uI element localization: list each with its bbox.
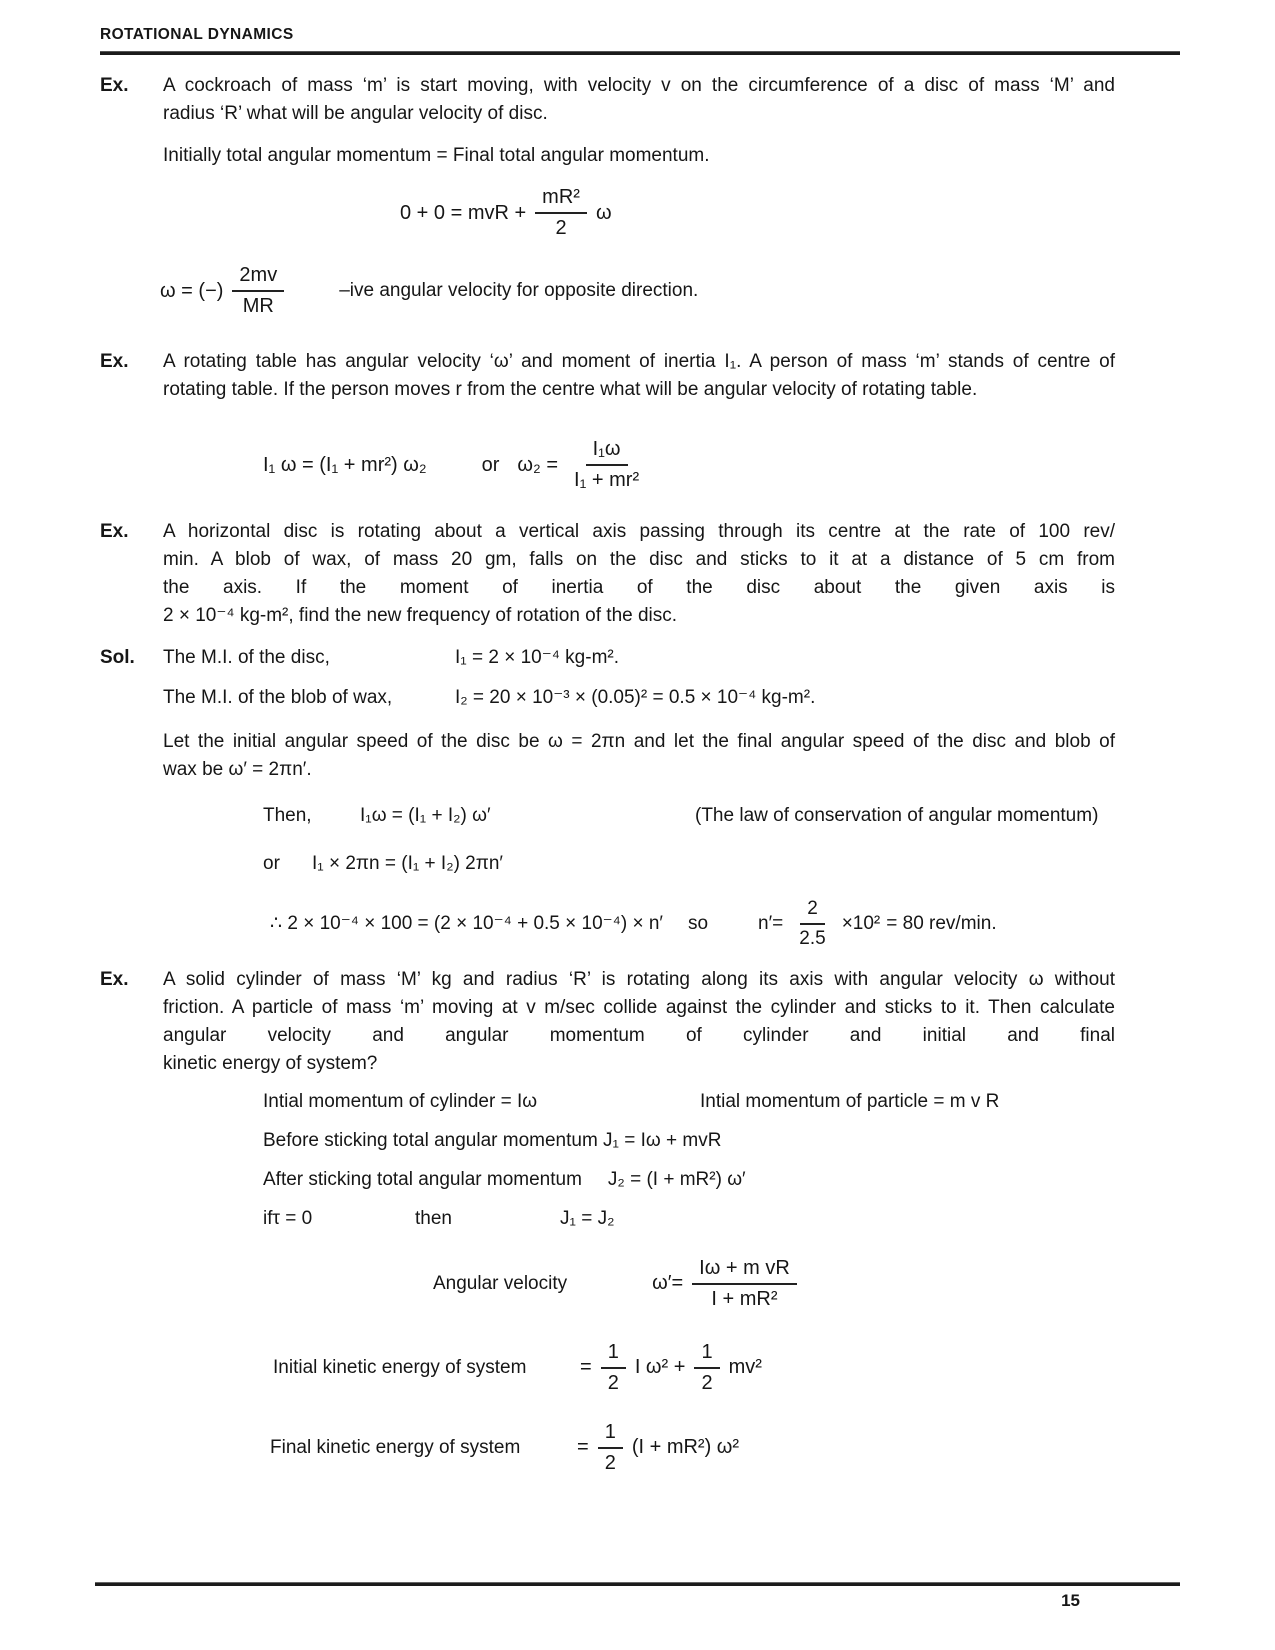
or-word: or [481,453,500,476]
page-number: 15 [1061,1591,1080,1610]
solution-label: Sol. [100,647,135,668]
torque-zero-line [263,1205,1180,1233]
final-kinetic-energy-line [270,1421,1180,1475]
angular-velocity-label: Angular velocity [433,1272,568,1294]
after-sticking-line [263,1166,1180,1194]
page-footer [95,1582,1180,1611]
j-equality: J₁ = J₂ [560,1207,615,1229]
text-line: friction. A particle of mass ‘m’ moving at v m/sec collide against the cylinder and sticks to it. Then calculate [163,996,1115,1018]
example-label: Ex. [100,351,129,372]
solution-description: The M.I. of the blob of wax, [163,687,393,708]
text-line: A horizontal disc is rotating about a vertical axis passing through its centre at the rate of 100 rev/ [163,521,1115,542]
fraction-denominator: 2.5 [799,927,826,949]
final-ke-label: Final kinetic energy of system [270,1436,521,1458]
fraction-denominator: 2 [555,217,567,239]
fraction-one-half [598,1421,623,1475]
header-divider [100,51,1180,55]
equation-lhs: ω = (−) [160,279,224,302]
example-wax-disc-block [100,518,1180,630]
or-word: or [263,853,280,874]
fraction-numerator: 1 [598,1421,623,1449]
fraction-numerator: 2 [800,898,825,925]
fraction-numerator: Iω + m vR [692,1257,797,1285]
text-line: kinetic energy of system? [163,1052,378,1074]
fraction-2mv-over-mr [232,264,284,318]
example-text [163,348,1115,404]
text-line: A solid cylinder of mass ‘M’ kg and radius ‘R’ is rotating along its axis with angular velocity ω without [163,968,1115,990]
text-line: the axis. If the moment of inertia of the disc about the given axis is [163,577,1115,598]
if-tau-zero: ifτ = 0 [263,1207,313,1229]
example-text [163,518,1115,630]
then-equation-line [263,802,1180,830]
angular-velocity-line [263,1257,1180,1311]
final-ke-equation [577,1421,739,1475]
solution-block [100,644,1180,672]
text-line: rotating table. If the person moves r from the centre what will be angular velocity of rotating table. [163,379,978,400]
initial-momentum-line [263,1088,1180,1116]
equation-pre: ω₂ = [517,453,559,476]
initial-kinetic-energy-line [273,1341,1180,1395]
after-sticking-text: After sticking total angular momentum [263,1168,582,1190]
equation-lhs: 0 + 0 = mvR + [400,201,527,224]
then-word: Then, [263,805,312,826]
solution-line-disc-mi [163,644,619,672]
ke-end-term: (I + mR²) ω² [631,1436,740,1459]
n-prime-pre: n′= [758,912,784,934]
fraction-numerator: 2mv [232,264,284,292]
text-line: Let the initial angular speed of the disc be ω = 2πn and let the final angular speed of the disc and blob of [163,731,1115,752]
equals-sign: = [580,1356,592,1379]
text-line: A rotating table has angular velocity ‘ω’ and moment of inertia I₁. A person of mass ‘m’ stands of centre of [163,351,1115,372]
fraction-denominator: 2 [701,1371,713,1394]
initial-ke-equation [580,1341,762,1395]
fraction-denominator: I + mR² [711,1287,778,1310]
text-line: A cockroach of mass ‘m’ is start moving, with velocity v on the circumference of a disc of mass ‘M’ and [163,75,1115,96]
fraction-2-over-2p5 [792,898,832,950]
fraction-denominator: 2 [604,1451,616,1474]
before-sticking-line [263,1127,1180,1155]
example-label: Ex. [100,75,129,96]
momentum-conservation-statement: Initially total angular momentum = Final total angular momentum. [163,145,710,166]
solution-line-wax-mi [163,684,815,712]
fraction-one-half [694,1341,719,1395]
before-sticking-text: Before sticking total angular momentum J₁ = Iω + mvR [263,1129,722,1151]
omega-prime-pre: ω′= [652,1272,684,1295]
example-text [163,966,1115,1078]
text-line: angular velocity and angular momentum of cylinder and initial and final [163,1024,1115,1046]
page-header-title: ROTATIONAL DYNAMICS [100,26,294,43]
fraction-denominator: 2 [607,1371,619,1394]
example-text [163,72,1115,128]
equation-omega-result [160,264,1180,318]
example-cockroach-block [100,72,1180,128]
solution-label-spacer [100,684,163,712]
fraction-i1w-over-i1mr2 [567,438,646,492]
text-line: 2 × 10⁻⁴ kg-m², find the new frequency of rotation of the disc. [163,605,678,626]
particle-momentum: Intial momentum of particle = m v R [700,1090,1000,1112]
cylinder-momentum: Intial momentum of cylinder = Iω [263,1090,538,1112]
solution-value: I₁ = 2 × 10⁻⁴ kg-m². [455,647,619,668]
fraction-iw-mvr-over-i-mr2 [692,1257,797,1311]
solution-block [100,684,1180,712]
fraction-numerator: 1 [601,1341,626,1369]
ke-middle-term: I ω² + [634,1356,686,1379]
footer-divider [95,1582,1180,1586]
fraction-numerator: I₁ω [586,438,628,466]
fraction-mr2-over-2 [535,186,587,240]
example-label: Ex. [100,521,129,542]
equals-sign: = [577,1436,589,1459]
conservation-equation: I₁ω = (I₁ + I₂) ω′ [360,805,491,826]
equation-table-angular-velocity [263,438,1180,492]
result-value: = 80 rev/min. [886,912,997,934]
result-equation-line [270,898,1180,950]
text-line: wax be ω′ = 2πn′. [163,759,312,780]
ke-end-term: mv² [728,1356,762,1379]
law-note: (The law of conservation of angular momentum) [695,805,1099,826]
equation-rhs: ω [595,201,612,224]
angular-velocity-equation [652,1257,806,1311]
example-rotating-table-block [100,348,1180,404]
equation-left: I₁ ω = (I₁ + mr²) ω₂ [263,453,427,476]
let-statement [163,728,1180,784]
fraction-numerator: 1 [694,1341,719,1369]
text-line: min. A blob of wax, of mass 20 gm, falls on the disc and sticks to it at a distance of 5 cm from [163,549,1115,570]
fraction-numerator: mR² [535,186,587,214]
or-equation-line [263,850,1180,878]
fraction-denominator: MR [242,295,274,317]
solution-description: The M.I. of the disc, [163,647,330,668]
then-word: then [415,1207,452,1229]
equation-note: –ive angular velocity for opposite direction. [339,280,699,301]
fraction-one-half [601,1341,626,1395]
expanded-equation: I₁ × 2πn = (I₁ + I₂) 2πn′ [312,853,503,874]
text-line: radius ‘R’ what will be angular velocity of disc. [163,103,548,124]
example-cylinder-block [100,966,1180,1078]
times-ten-squared: ×10² [841,912,881,934]
therefore-equation: ∴ 2 × 10⁻⁴ × 100 = (2 × 10⁻⁴ + 0.5 × 10⁻⁴) × n′ [270,913,663,935]
after-sticking-equation: J₂ = (I + mR²) ω′ [607,1168,746,1190]
so-word: so [687,912,709,934]
initial-ke-label: Initial kinetic energy of system [273,1356,527,1378]
equation-momentum-balance [400,186,1180,240]
example-label: Ex. [100,968,129,990]
solution-value: I₂ = 20 × 10⁻³ × (0.05)² = 0.5 × 10⁻⁴ kg-m². [455,687,816,708]
fraction-denominator: I₁ + mr² [574,469,640,491]
